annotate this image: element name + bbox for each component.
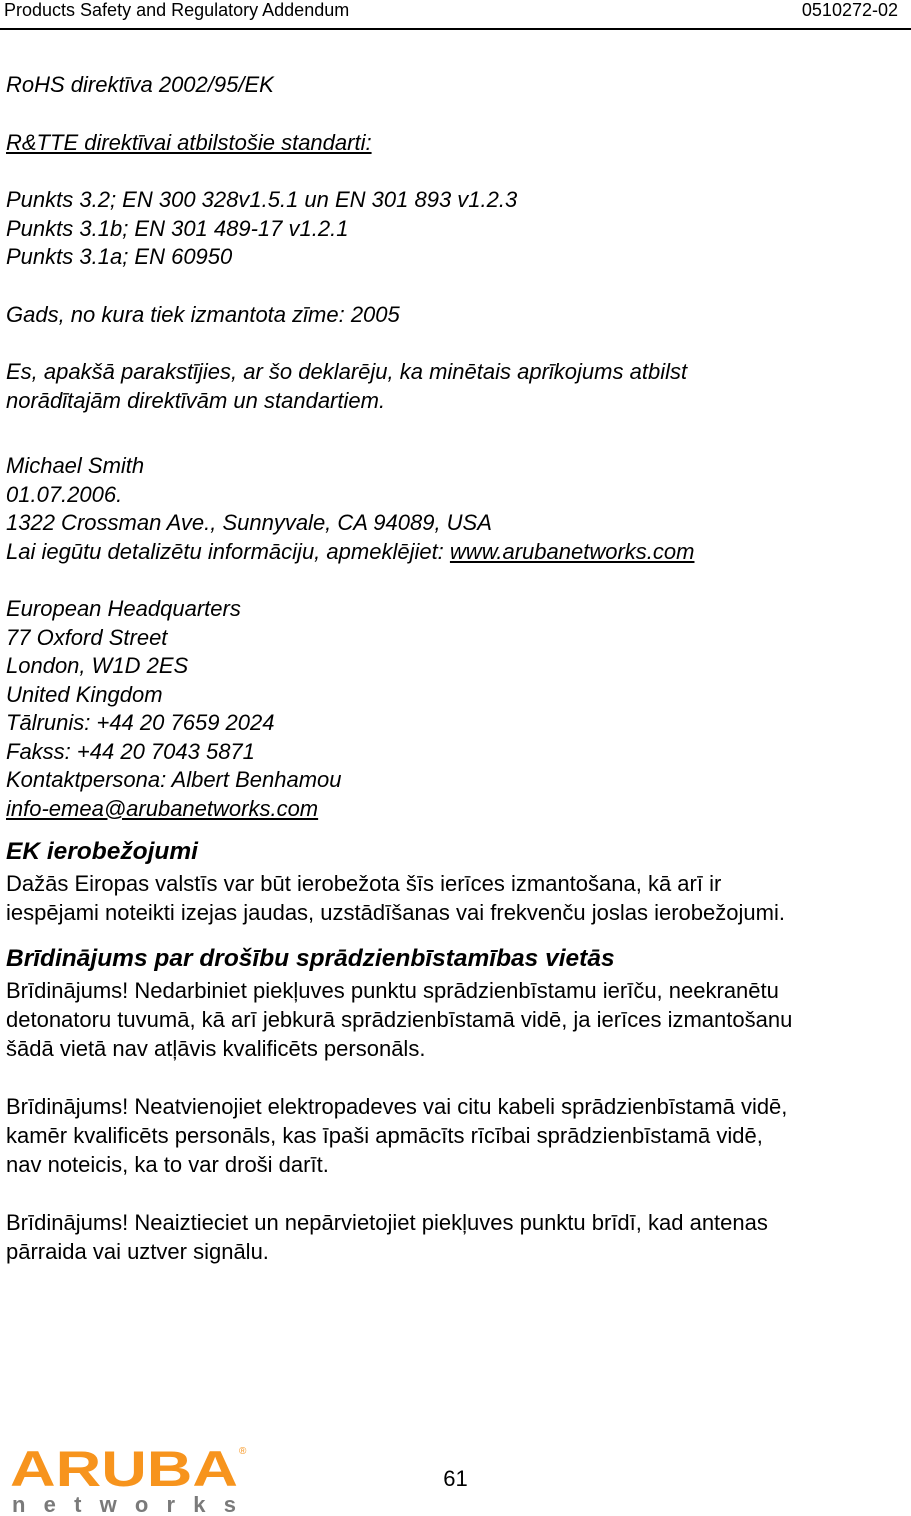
standard-item: Punkts 3.1b; EN 301 489-17 v1.2.1 [6, 215, 349, 241]
hq-title: European Headquarters [6, 596, 241, 621]
info-line [6, 538, 901, 567]
signatory-date: 01.07.2006. [6, 481, 123, 507]
signatory-name: Michael Smith [6, 453, 145, 478]
page-number: 61 [443, 1466, 468, 1491]
declaration-line: norādītajām direktīvām un standartiem. [6, 387, 386, 413]
logo-subtitle: networks [12, 1492, 236, 1516]
logo-wordmark: ARUBA [10, 1442, 238, 1497]
hq-email-link[interactable]: info-emea@arubanetworks.com [6, 795, 319, 821]
warning-text: kamēr kvalificēts personāls, kas īpaši apmācīts rīcībai sprādzienbīstamā vidē, [6, 1123, 763, 1148]
standard-item: Punkts 3.1a; EN 60950 [6, 244, 233, 269]
hq-fax: Fakss: +44 20 7043 5871 [6, 738, 255, 764]
warning-text: šādā vietā nav atļāvis kvalificēts personāls. [6, 1036, 426, 1061]
hq-city: London, W1D 2ES [6, 653, 189, 678]
hq-contact: Kontaktpersona: Albert Benhamou [6, 767, 342, 792]
restrictions-text: iespējami noteikti izejas jaudas, uzstādīšanas vai frekvenču joslas ierobežojumi. [6, 900, 785, 925]
rohs-directive: RoHS direktīva 2002/95/EK [6, 72, 274, 97]
declaration-line: Es, apakšā parakstījies, ar šo deklarēju, ka minētais aprīkojums atbilst [6, 359, 688, 384]
hq-country: United Kingdom [6, 681, 163, 707]
warning-text: Brīdinājums! Nedarbiniet piekļuves punktu sprādzienbīstamu ierīču, neekranētu [6, 978, 779, 1003]
restrictions-heading: EK ierobežojumi [6, 838, 198, 865]
warning-text: Brīdinājums! Neaiztieciet un nepārvietojiet piekļuves punktu brīdī, kad antenas [6, 1210, 768, 1235]
document-body [6, 71, 901, 1266]
website-link[interactable]: www.arubanetworks.com [449, 538, 695, 564]
warning-text: Brīdinājums! Neatvienojiet elektropadeves vai citu kabeli sprādzienbīstamā vidē, [6, 1094, 788, 1119]
info-prefix: Lai iegūtu detalizētu informāciju, apmeklējiet: [6, 538, 450, 564]
header-title: Products Safety and Regulatory Addendum [4, 0, 350, 20]
warnings-heading: Brīdinājums par drošību sprādzienbīstamības vietās [6, 945, 615, 972]
page-header [0, 0, 911, 30]
hq-street: 77 Oxford Street [6, 624, 168, 650]
warning-text: pārraida vai uztver signālu. [6, 1239, 269, 1264]
hq-phone: Tālrunis: +44 20 7659 2024 [6, 710, 275, 735]
standards-heading: R&TTE direktīvai atbilstošie standarti: [6, 129, 372, 155]
warning-text: nav noteicis, ka to var droši darīt. [6, 1152, 329, 1177]
warning-text: detonatoru tuvumā, kā arī jebkurā sprādzienbīstamā vidē, ja ierīces izmantošanu [6, 1007, 793, 1032]
standard-item: Punkts 3.2; EN 300 328v1.5.1 un EN 301 893 v1.2.3 [6, 187, 518, 212]
logo-registered-mark: ® [239, 1446, 247, 1457]
signatory-address: 1322 Crossman Ave., Sunnyvale, CA 94089, USA [6, 510, 492, 535]
restrictions-text: Dažās Eiropas valstīs var būt ierobežota šīs ierīces izmantošana, kā arī ir [6, 871, 722, 896]
year-line: Gads, no kura tiek izmantota zīme: 2005 [6, 301, 400, 327]
header-doc-number: 0510272-02 [801, 0, 898, 20]
